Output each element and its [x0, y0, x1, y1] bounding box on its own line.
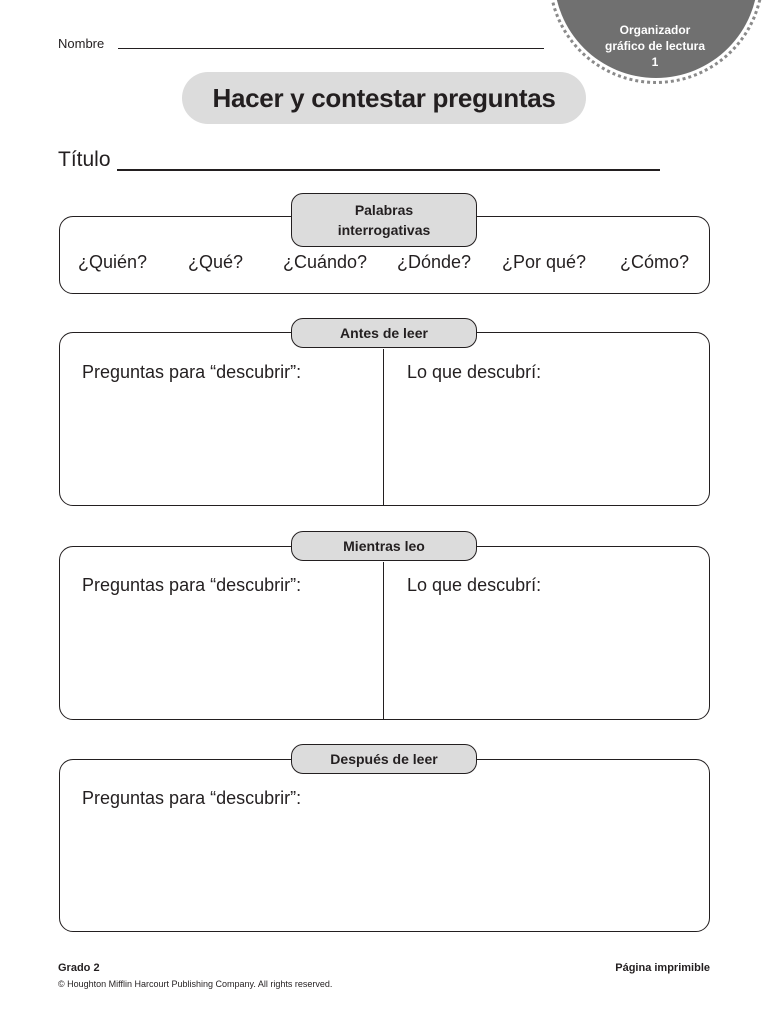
badge-line-1: Organizador	[619, 23, 691, 37]
name-label: Nombre	[58, 36, 105, 51]
before-questions-label: Preguntas para “descubrir”:	[82, 362, 302, 382]
during-findings-area[interactable]	[388, 606, 706, 716]
organizer-badge-text	[580, 22, 730, 70]
footer-grade: Grado 2	[58, 962, 100, 974]
question-words-row	[59, 252, 710, 278]
question-words-tag	[291, 193, 477, 247]
page-title-pill	[182, 72, 586, 124]
badge-line-2: gráfico de lectura	[604, 39, 706, 53]
after-questions-label: Preguntas para “descubrir”:	[82, 788, 302, 808]
titulo-field[interactable]	[117, 169, 660, 171]
during-questions-area[interactable]	[62, 606, 380, 716]
question-word: ¿Cuándo?	[283, 252, 368, 272]
badge-number: 1	[651, 55, 659, 69]
footer-copyright: © Houghton Mifflin Harcourt Publishing Company. All rights reserved.	[58, 979, 333, 989]
question-word: ¿Quién?	[78, 252, 148, 272]
before-findings-label: Lo que descubrí:	[407, 362, 542, 382]
after-questions-area[interactable]	[62, 818, 706, 928]
before-reading-tag: Antes de leer	[291, 318, 477, 348]
before-questions-area[interactable]	[62, 392, 380, 502]
during-reading-divider	[383, 562, 384, 720]
footer-printable: Página imprimible	[615, 962, 710, 974]
before-reading-divider	[383, 349, 384, 506]
during-reading-tag: Mientras leo	[291, 531, 477, 561]
titulo-label: Título	[58, 148, 111, 171]
during-findings-label: Lo que descubrí:	[407, 575, 542, 595]
after-reading-tag: Después de leer	[291, 744, 477, 774]
before-findings-area[interactable]	[388, 392, 706, 502]
question-word: ¿Cómo?	[620, 252, 690, 272]
question-word: ¿Por qué?	[502, 252, 587, 272]
question-word: ¿Dónde?	[397, 252, 472, 272]
during-questions-label: Preguntas para “descubrir”:	[82, 575, 302, 595]
name-field[interactable]	[118, 48, 544, 49]
page-title: Hacer y contestar preguntas	[212, 82, 556, 113]
question-word: ¿Qué?	[188, 252, 244, 272]
question-words-tag-line-2: interrogativas	[337, 222, 431, 238]
question-words-tag-line-1: Palabras	[354, 202, 414, 218]
